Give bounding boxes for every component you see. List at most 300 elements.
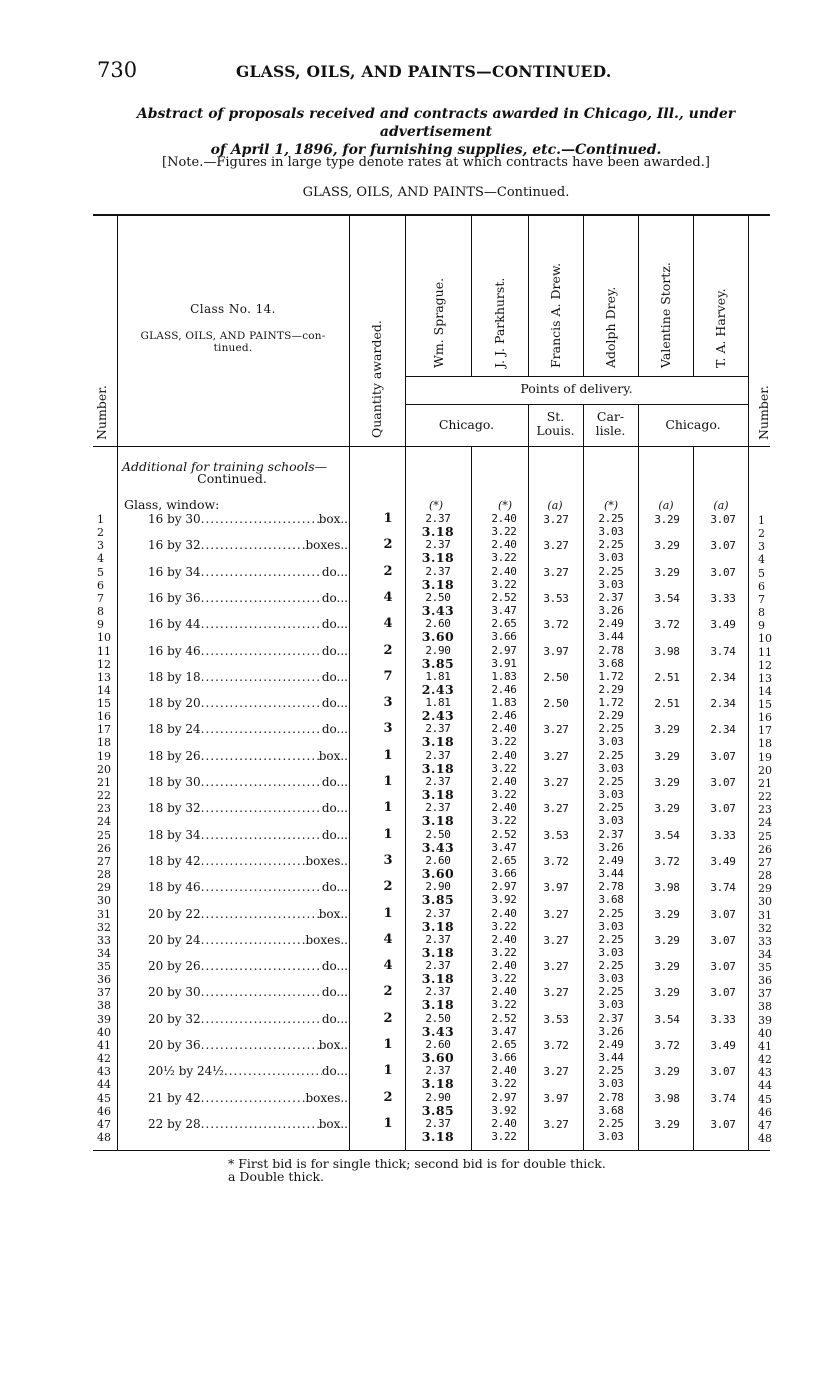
bid-sprague: 2.37 <box>425 933 451 946</box>
bid-drey: 1.72 <box>598 696 624 709</box>
bid-parkhurst: 2.40 <box>491 959 517 972</box>
bid-stortz: 3.29 <box>654 539 680 552</box>
bid-sprague: 2.50 <box>425 828 451 841</box>
quantity-awarded: 7 <box>383 669 393 684</box>
bid-sprague: 1.81 <box>425 696 451 709</box>
row-number-right: 29 <box>758 882 772 895</box>
bid-parkhurst: 2.46 <box>491 683 517 696</box>
item-size: 20 by 32 <box>148 1012 201 1026</box>
item-size: 16 by 36 <box>148 591 201 605</box>
bid-stortz: 3.29 <box>654 908 680 921</box>
bid-sprague: 2.37 <box>425 775 451 788</box>
bid-drey: 3.03 <box>598 946 624 959</box>
leader-dots <box>201 644 322 658</box>
bid-parkhurst: 2.65 <box>491 617 517 630</box>
bid-harvey: 3.07 <box>710 934 736 947</box>
bid-sprague: 2.90 <box>425 1091 451 1104</box>
leader-dots <box>201 933 306 947</box>
bid-drey: 3.68 <box>598 1104 624 1117</box>
row-number-right: 43 <box>758 1066 772 1079</box>
header-bottom-rule <box>93 446 770 447</box>
item-size: 20 by 24 <box>148 933 201 947</box>
item-size: 18 by 20 <box>148 696 201 710</box>
leader-dots <box>201 749 319 763</box>
glass-window-label: Glass, window: <box>124 497 220 512</box>
col-rule <box>471 447 472 1150</box>
item-unit: do... <box>321 1064 348 1078</box>
bid-drew: 3.72 <box>543 1039 569 1052</box>
bid-sprague-awarded: 3.18 <box>421 761 455 776</box>
bid-drey: 2.78 <box>598 880 624 893</box>
quantity-awarded: 2 <box>383 1011 393 1026</box>
row-number: 28 <box>97 868 111 881</box>
row-number: 41 <box>97 1039 111 1052</box>
row-number-right: 12 <box>758 659 772 672</box>
bid-sprague-awarded: 3.18 <box>421 945 455 960</box>
bid-drey: 3.03 <box>598 578 624 591</box>
row-number-right: 28 <box>758 869 772 882</box>
item-unit: do... <box>321 801 348 815</box>
bid-drew: 3.27 <box>543 802 569 815</box>
row-number-right: 21 <box>758 777 772 790</box>
item-unit: do... <box>321 591 348 605</box>
item-size: 18 by 18 <box>148 670 201 684</box>
bidder-header: Adolph Drey. <box>603 286 618 368</box>
quantity-awarded: 3 <box>383 695 393 710</box>
bid-drey: 2.25 <box>598 722 624 735</box>
item-unit: boxes.. <box>305 538 348 552</box>
bid-harvey: 3.33 <box>710 1013 736 1026</box>
bid-drey: 3.44 <box>598 1051 624 1064</box>
bid-sprague: 2.37 <box>425 749 451 762</box>
bid-stortz: 3.29 <box>654 934 680 947</box>
row-number-right: 46 <box>758 1106 772 1119</box>
footnote: * First bid is for single thick; second bid is for double thick. <box>228 1156 606 1171</box>
bid-sprague: 2.90 <box>425 644 451 657</box>
bid-drey: 3.03 <box>598 788 624 801</box>
row-number-right: 13 <box>758 672 772 685</box>
col-rule <box>583 216 584 376</box>
bid-drey: 2.25 <box>598 1117 624 1130</box>
item-unit: boxes.. <box>305 1091 348 1105</box>
bid-harvey: 3.07 <box>710 750 736 763</box>
quantity-awarded: 2 <box>383 1090 393 1105</box>
bid-drey: 2.25 <box>598 907 624 920</box>
row-number: 10 <box>97 631 111 644</box>
bid-stortz: 3.29 <box>654 802 680 815</box>
row-number: 9 <box>97 618 104 631</box>
row-number: 29 <box>97 881 111 894</box>
quantity-awarded: 1 <box>383 1116 393 1131</box>
item-description <box>148 617 348 631</box>
bid-parkhurst: 2.40 <box>491 907 517 920</box>
row-number: 7 <box>97 592 104 605</box>
bid-sprague-awarded: 3.85 <box>421 656 455 671</box>
item-unit: box.. <box>318 749 348 763</box>
bid-sprague-awarded: 3.18 <box>421 813 455 828</box>
bid-mark: (*) <box>603 499 619 512</box>
bid-drey: 2.49 <box>598 617 624 630</box>
item-size: 20 by 22 <box>148 907 201 921</box>
item-description <box>148 775 348 789</box>
bid-stortz: 3.54 <box>654 592 680 605</box>
item-unit: box.. <box>318 1117 348 1131</box>
leader-dots <box>201 880 322 894</box>
item-description <box>148 801 348 815</box>
item-size: 18 by 24 <box>148 722 201 736</box>
quantity-awarded: 1 <box>383 774 393 789</box>
bid-stortz: 3.29 <box>654 1065 680 1078</box>
bid-parkhurst: 1.83 <box>491 696 517 709</box>
bid-sprague-awarded: 3.18 <box>421 919 455 934</box>
bid-harvey: 3.07 <box>710 776 736 789</box>
bid-harvey: 3.07 <box>710 908 736 921</box>
footnote: a Double thick. <box>228 1169 325 1184</box>
bid-mark: (a) <box>658 499 674 512</box>
leader-dots <box>201 907 319 921</box>
bid-drey: 2.37 <box>598 828 624 841</box>
item-unit: boxes.. <box>305 933 348 947</box>
bid-parkhurst: 1.83 <box>491 670 517 683</box>
quantity-awarded: 2 <box>383 984 393 999</box>
item-description <box>148 644 348 658</box>
item-unit: box.. <box>318 512 348 526</box>
bid-harvey: 3.74 <box>710 645 736 658</box>
bid-sprague-awarded: 3.60 <box>421 1050 455 1065</box>
row-number-right: 16 <box>758 711 772 724</box>
bid-sprague-awarded: 3.85 <box>421 1103 455 1118</box>
row-number-right: 22 <box>758 790 772 803</box>
item-unit: do... <box>321 670 348 684</box>
row-number: 3 <box>97 539 104 552</box>
bid-drew: 3.27 <box>543 776 569 789</box>
number-header: Number. <box>94 385 109 440</box>
bid-drey: 3.03 <box>598 525 624 538</box>
item-size: 18 by 30 <box>148 775 201 789</box>
bid-drey: 2.25 <box>598 775 624 788</box>
row-number: 25 <box>97 829 111 842</box>
item-unit: do... <box>321 828 348 842</box>
bid-sprague-awarded: 3.18 <box>421 734 455 749</box>
bid-stortz: 3.72 <box>654 618 680 631</box>
points-of-delivery: Points of delivery. <box>520 381 633 396</box>
bid-parkhurst: 3.22 <box>491 946 517 959</box>
leader-dots <box>201 512 319 526</box>
row-number-right: 38 <box>758 1000 772 1013</box>
quantity-awarded: 4 <box>383 958 393 973</box>
row-number: 2 <box>97 526 104 539</box>
item-unit: box.. <box>318 907 348 921</box>
item-size: 18 by 46 <box>148 880 201 894</box>
row-number: 26 <box>97 842 111 855</box>
bid-sprague-awarded: 3.60 <box>421 629 455 644</box>
bid-drey: 3.68 <box>598 657 624 670</box>
item-description <box>148 933 348 947</box>
row-number: 12 <box>97 658 111 671</box>
item-size: 21 by 42 <box>148 1091 201 1105</box>
item-description <box>148 591 348 605</box>
bid-sprague-awarded: 3.60 <box>421 866 455 881</box>
bid-harvey: 3.07 <box>710 802 736 815</box>
bid-harvey: 3.33 <box>710 829 736 842</box>
bidder-header: Wm. Sprague. <box>431 277 446 368</box>
row-number-right: 24 <box>758 816 772 829</box>
bid-sprague: 2.37 <box>425 512 451 525</box>
row-number-right: 48 <box>758 1132 772 1145</box>
bid-stortz: 3.98 <box>654 645 680 658</box>
row-number-right: 27 <box>758 856 772 869</box>
row-number: 8 <box>97 605 104 618</box>
bid-drey: 2.25 <box>598 959 624 972</box>
leader-dots <box>201 591 322 605</box>
item-description <box>148 1091 348 1105</box>
row-number: 40 <box>97 1026 111 1039</box>
bid-sprague: 2.50 <box>425 591 451 604</box>
bid-parkhurst: 3.22 <box>491 578 517 591</box>
bid-parkhurst: 2.65 <box>491 854 517 867</box>
bid-harvey: 3.49 <box>710 1039 736 1052</box>
row-number-right: 11 <box>758 646 772 659</box>
bid-drew: 3.27 <box>543 566 569 579</box>
bid-parkhurst: 2.40 <box>491 933 517 946</box>
bid-stortz: 3.98 <box>654 1092 680 1105</box>
bid-drey: 3.03 <box>598 814 624 827</box>
row-number: 24 <box>97 815 111 828</box>
leader-dots <box>201 1117 319 1131</box>
col-rule <box>638 216 639 376</box>
bid-parkhurst: 3.66 <box>491 867 517 880</box>
item-size: 18 by 26 <box>148 749 201 763</box>
row-number-right: 7 <box>758 593 765 606</box>
col-rule <box>528 216 529 376</box>
item-unit: do... <box>321 985 348 999</box>
bid-harvey: 3.07 <box>710 513 736 526</box>
bid-parkhurst: 2.40 <box>491 565 517 578</box>
quantity-awarded: 2 <box>383 537 393 552</box>
row-number: 16 <box>97 710 111 723</box>
row-number: 6 <box>97 579 104 592</box>
row-number-right: 26 <box>758 843 772 856</box>
row-number: 47 <box>97 1118 111 1131</box>
leader-dots <box>224 1064 322 1078</box>
row-number-right: 39 <box>758 1014 772 1027</box>
row-number-right: 2 <box>758 527 765 540</box>
bid-sprague: 2.60 <box>425 1038 451 1051</box>
quantity-awarded: 1 <box>383 827 393 842</box>
bid-drey: 2.49 <box>598 854 624 867</box>
bid-sprague-awarded: 2.43 <box>421 682 455 697</box>
row-number-right: 37 <box>758 987 772 1000</box>
col-rule <box>583 404 584 1150</box>
quantity-awarded: 2 <box>383 564 393 579</box>
class-subtitle-line-2: tinued. <box>213 342 253 354</box>
bid-sprague-awarded: 3.18 <box>421 971 455 986</box>
bid-parkhurst: 3.22 <box>491 920 517 933</box>
bid-drey: 3.03 <box>598 1077 624 1090</box>
item-description <box>148 959 348 973</box>
delivery-st-louis: St. Louis. <box>536 409 575 438</box>
item-unit: do... <box>321 696 348 710</box>
item-description <box>148 1117 348 1131</box>
row-number-right: 17 <box>758 724 772 737</box>
row-number: 44 <box>97 1078 111 1091</box>
bid-harvey: 3.07 <box>710 566 736 579</box>
bid-drew: 3.27 <box>543 513 569 526</box>
item-size: 20 by 36 <box>148 1038 201 1052</box>
running-title: GLASS, OILS, AND PAINTS—CONTINUED. <box>236 62 612 81</box>
class-subtitle <box>120 330 346 354</box>
bid-sprague: 2.60 <box>425 617 451 630</box>
bid-stortz: 3.29 <box>654 986 680 999</box>
row-number-right: 30 <box>758 895 772 908</box>
bid-harvey: 2.34 <box>710 723 736 736</box>
bid-parkhurst: 3.22 <box>491 735 517 748</box>
bid-parkhurst: 2.40 <box>491 775 517 788</box>
leader-dots <box>201 670 322 684</box>
row-number: 43 <box>97 1065 111 1078</box>
item-unit: do... <box>321 644 348 658</box>
item-description <box>148 1012 348 1026</box>
bid-drey: 2.78 <box>598 644 624 657</box>
bid-drew: 3.97 <box>543 881 569 894</box>
item-size: 20½ by 24½ <box>148 1064 224 1078</box>
quantity-awarded: 1 <box>383 511 393 526</box>
bid-parkhurst: 2.97 <box>491 644 517 657</box>
col-rule <box>638 404 639 1150</box>
item-unit: do... <box>321 565 348 579</box>
bid-parkhurst: 3.22 <box>491 762 517 775</box>
leader-dots <box>201 565 322 579</box>
item-unit: do... <box>321 880 348 894</box>
bid-parkhurst: 2.46 <box>491 709 517 722</box>
bid-drey: 2.29 <box>598 709 624 722</box>
item-size: 16 by 46 <box>148 644 201 658</box>
bid-parkhurst: 3.22 <box>491 788 517 801</box>
bid-stortz: 3.29 <box>654 513 680 526</box>
row-number: 37 <box>97 986 111 999</box>
additional-label: Additional for training schools— <box>122 459 328 474</box>
row-number-right: 8 <box>758 606 765 619</box>
bid-parkhurst: 2.40 <box>491 512 517 525</box>
row-number-right: 5 <box>758 567 765 580</box>
bid-drew: 3.72 <box>543 855 569 868</box>
col-rule <box>349 216 350 1150</box>
row-number: 45 <box>97 1092 111 1105</box>
row-number-right: 4 <box>758 553 765 566</box>
bid-drey: 3.03 <box>598 735 624 748</box>
leader-dots <box>201 985 322 999</box>
item-unit: boxes.. <box>305 854 348 868</box>
item-description <box>148 907 348 921</box>
row-number: 46 <box>97 1105 111 1118</box>
row-number: 27 <box>97 855 111 868</box>
quantity-awarded: 1 <box>383 1063 393 1078</box>
bid-drew: 3.27 <box>543 908 569 921</box>
row-number-right: 34 <box>758 948 772 961</box>
bid-drey: 3.03 <box>598 998 624 1011</box>
col-rule <box>471 216 472 376</box>
item-size: 16 by 30 <box>148 512 201 526</box>
bid-parkhurst: 2.40 <box>491 538 517 551</box>
bid-drew: 3.27 <box>543 934 569 947</box>
leader-dots <box>201 696 322 710</box>
bid-drew: 3.53 <box>543 829 569 842</box>
bid-drey: 1.72 <box>598 670 624 683</box>
bid-stortz: 3.29 <box>654 960 680 973</box>
bid-mark: (a) <box>713 499 729 512</box>
bid-drew: 3.27 <box>543 1118 569 1131</box>
bid-parkhurst: 2.52 <box>491 591 517 604</box>
row-number-right: 25 <box>758 830 772 843</box>
row-number-right: 41 <box>758 1040 772 1053</box>
row-number: 33 <box>97 934 111 947</box>
row-number-right: 10 <box>758 632 772 645</box>
item-description <box>148 722 348 736</box>
item-description <box>148 985 348 999</box>
bid-sprague-awarded: 3.18 <box>421 787 455 802</box>
bid-sprague-awarded: 2.43 <box>421 708 455 723</box>
additional-continued: Continued. <box>197 471 267 486</box>
row-number-right: 9 <box>758 619 765 632</box>
quantity-awarded: 1 <box>383 906 393 921</box>
row-number: 21 <box>97 776 111 789</box>
row-number-right: 20 <box>758 764 772 777</box>
bid-drew: 3.72 <box>543 618 569 631</box>
bid-sprague: 2.60 <box>425 854 451 867</box>
table-top-rule <box>93 214 770 216</box>
bid-parkhurst: 3.92 <box>491 893 517 906</box>
points-bottom-rule <box>405 404 748 405</box>
bid-drey: 2.25 <box>598 512 624 525</box>
item-description <box>148 670 348 684</box>
bid-drey: 2.37 <box>598 1012 624 1025</box>
bid-mark: (a) <box>547 499 563 512</box>
number-header-right: Number. <box>756 385 771 440</box>
row-number-right: 31 <box>758 909 772 922</box>
bid-harvey: 3.07 <box>710 960 736 973</box>
bid-parkhurst: 3.47 <box>491 1025 517 1038</box>
item-description <box>148 749 348 763</box>
bid-parkhurst: 3.22 <box>491 525 517 538</box>
bid-parkhurst: 2.40 <box>491 1064 517 1077</box>
bid-drew: 3.27 <box>543 986 569 999</box>
bid-drey: 3.26 <box>598 841 624 854</box>
leader-dots <box>201 801 322 815</box>
bid-parkhurst: 3.47 <box>491 604 517 617</box>
bid-mark: (*) <box>428 499 444 512</box>
bid-sprague-awarded: 3.43 <box>421 603 455 618</box>
item-unit: do... <box>321 959 348 973</box>
bid-parkhurst: 2.65 <box>491 1038 517 1051</box>
item-size: 20 by 30 <box>148 985 201 999</box>
points-top-rule <box>405 376 748 377</box>
item-size: 20 by 26 <box>148 959 201 973</box>
leader-dots <box>201 775 322 789</box>
bid-sprague: 2.37 <box>425 1117 451 1130</box>
bid-drey: 2.25 <box>598 749 624 762</box>
bid-sprague-awarded: 3.18 <box>421 577 455 592</box>
row-number: 23 <box>97 802 111 815</box>
row-number-right: 40 <box>758 1027 772 1040</box>
item-size: 16 by 44 <box>148 617 201 631</box>
leader-dots <box>201 538 306 552</box>
bid-parkhurst: 3.22 <box>491 551 517 564</box>
row-number-right: 23 <box>758 803 772 816</box>
quantity-awarded: 1 <box>383 748 393 763</box>
row-number: 34 <box>97 947 111 960</box>
bid-parkhurst: 2.97 <box>491 880 517 893</box>
row-number-right: 35 <box>758 961 772 974</box>
